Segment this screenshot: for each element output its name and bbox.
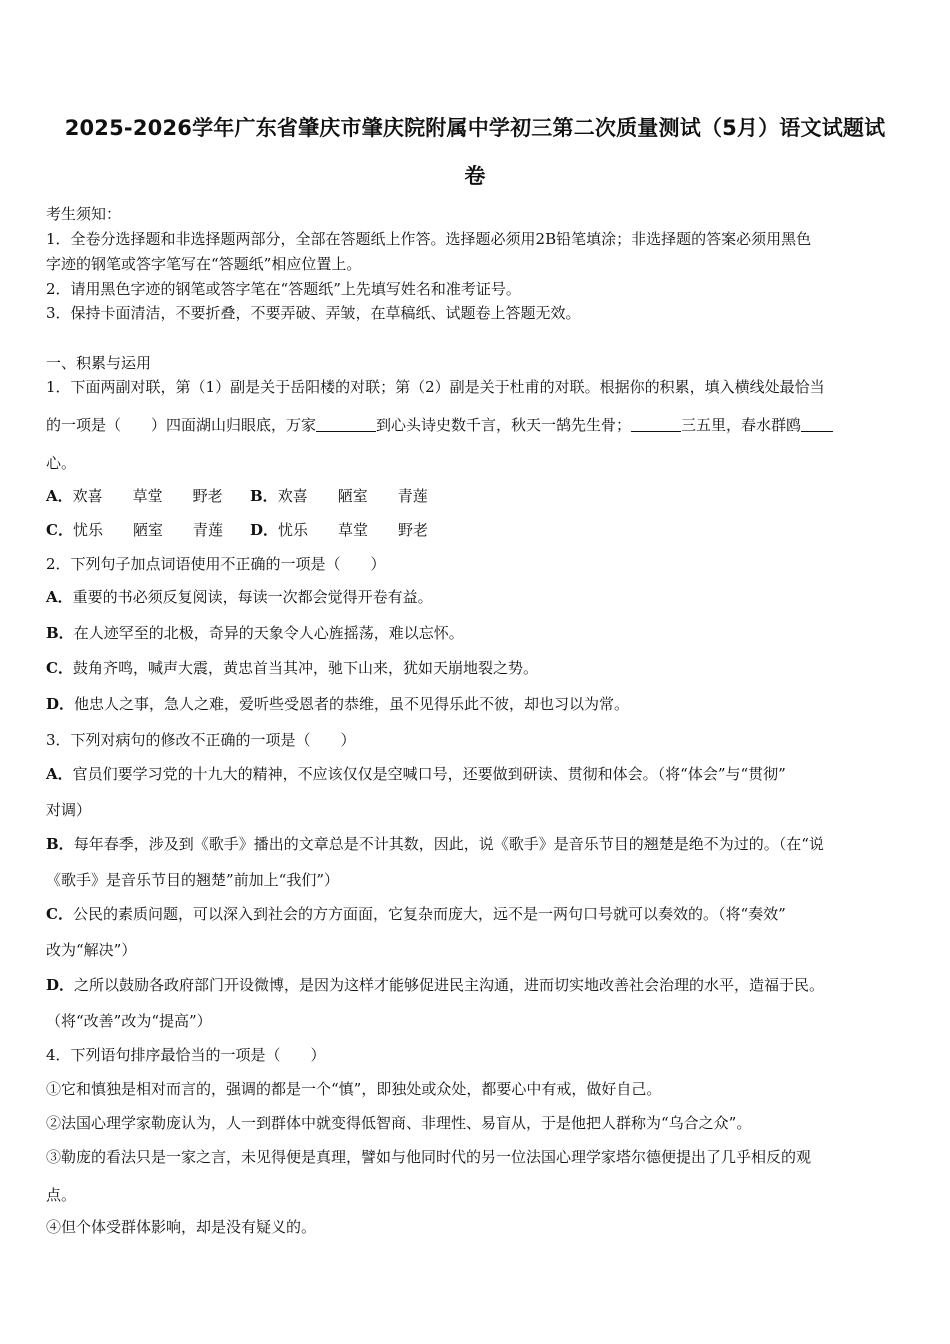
q1-option-b: B．欢喜 陋室 青莲 <box>250 487 428 505</box>
q4-sentence-3: ③勒庞的看法只是一家之言，未见得便是真理，譬如与他同时代的另一位法国心理学家塔尔德便提出了几乎相反的观 <box>46 1148 812 1166</box>
notice-item-1-continued: 字迹的钢笔或答字笔写在“答题纸”相应位置上。 <box>46 255 362 273</box>
q1-stem-line3: 心。 <box>46 454 77 472</box>
q1-blank-3 <box>801 417 833 432</box>
q1-stem-line2 <box>46 414 833 435</box>
q4-sentence-3-continued: 点。 <box>46 1186 77 1204</box>
q2-option-c: C．鼓角齐鸣，喊声大震，黄忠首当其冲，驰下山来，犹如天崩地裂之势。 <box>46 659 538 677</box>
q3-option-d-continued: （将“改善”改为“提高”） <box>46 1012 212 1030</box>
q1-blank-1 <box>316 417 376 432</box>
q3-option-c: C．公民的素质问题，可以深入到社会的方方面面，它复杂而庞大，远不是一两句口号就可以奏效的。（将“奏效” <box>46 905 786 923</box>
q1-option-d: D．忧乐 草堂 野老 <box>250 521 429 539</box>
q1-option-c: C．忧乐 陋室 青莲 <box>46 521 223 539</box>
q2-option-d: D．他忠人之事，急人之难，爱听些受恩者的恭维，虽不见得乐此不彼，却也习以为常。 <box>46 695 630 713</box>
q1-blank-2 <box>631 417 681 432</box>
notice-item-1: 1．全卷分选择题和非选择题两部分，全部在答题纸上作答。选择题必须用2B铅笔填涂；非选择题的答案必须用黑色 <box>46 230 812 248</box>
q4-sentence-4: ④但个体受群体影响，却是没有疑义的。 <box>46 1218 317 1236</box>
q2-option-b: B．在人迹罕至的北极，奇异的天象令人心旌摇荡，难以忘怀。 <box>46 624 464 642</box>
q4-sentence-2: ②法国心理学家勒庞认为，人一到群体中就变得低智商、非理性、易盲从，于是他把人群称为“乌合之众”。 <box>46 1114 752 1132</box>
q1-stem: 1．下面两副对联，第（1）副是关于岳阳楼的对联；第（2）副是关于杜甫的对联。根据你的积累，填入横线处最恰当 <box>46 378 825 396</box>
notice-item-3: 3．保持卡面清洁，不要折叠，不要弄破、弄皱，在草稿纸、试题卷上答题无效。 <box>46 304 581 322</box>
q3-option-d: D．之所以鼓励各政府部门开设微博，是因为这样才能够促进民主沟通，进而切实地改善社会治理的水平，造福于民。 <box>46 976 825 994</box>
q1-couplet-part1: 的一项是（ ）四面湖山归眼底，万家 <box>46 416 317 434</box>
q4-sentence-1: ①它和慎独是相对而言的，强调的都是一个“慎”，即独处或众处，都要心中有戒，做好自己。 <box>46 1080 662 1098</box>
q3-stem: 3．下列对病句的修改不正确的一项是（ ） <box>46 731 356 749</box>
q3-option-b-continued: 《歌手》是音乐节目的翘楚”前加上“我们”） <box>46 871 340 889</box>
q2-stem: 2．下列句子加点词语使用不正确的一项是（ ） <box>46 555 386 573</box>
q3-option-a: A．官员们要学习党的十九大的精神，不应该仅仅是空喊口号，还要做到研读、贯彻和体会。（将“体会”与“贯彻” <box>46 765 786 783</box>
q1-couplet-part3: 三五里，春水群鸥 <box>681 416 802 434</box>
notice-heading: 考生须知： <box>46 205 122 223</box>
q3-option-c-continued: 改为“解决”） <box>46 941 137 959</box>
section-heading: 一、积累与运用 <box>46 354 152 372</box>
exam-title-continued: 卷 <box>464 164 486 188</box>
q3-option-a-continued: 对调） <box>46 801 92 819</box>
q3-option-b: B．每年春季，涉及到《歌手》播出的文章总是不计其数，因此，说《歌手》是音乐节目的翘楚是绝不为过的。（在“说 <box>46 835 824 853</box>
q1-couplet-part2: 到心头诗史数千言，秋天一鹄先生骨； <box>376 416 632 434</box>
q1-option-a: A．欢喜 草堂 野老 <box>46 487 223 505</box>
exam-title: 2025-2026学年广东省肇庆市肇庆院附属中学初三第二次质量测试（5月）语文试题试 <box>64 116 886 140</box>
notice-item-2: 2．请用黑色字迹的钢笔或答字笔在“答题纸”上先填写姓名和准考证号。 <box>46 280 521 298</box>
q2-option-a: A．重要的书必须反复阅读，每读一次都会觉得开卷有益。 <box>46 588 433 606</box>
q4-stem: 4．下列语句排序最恰当的一项是（ ） <box>46 1046 326 1064</box>
